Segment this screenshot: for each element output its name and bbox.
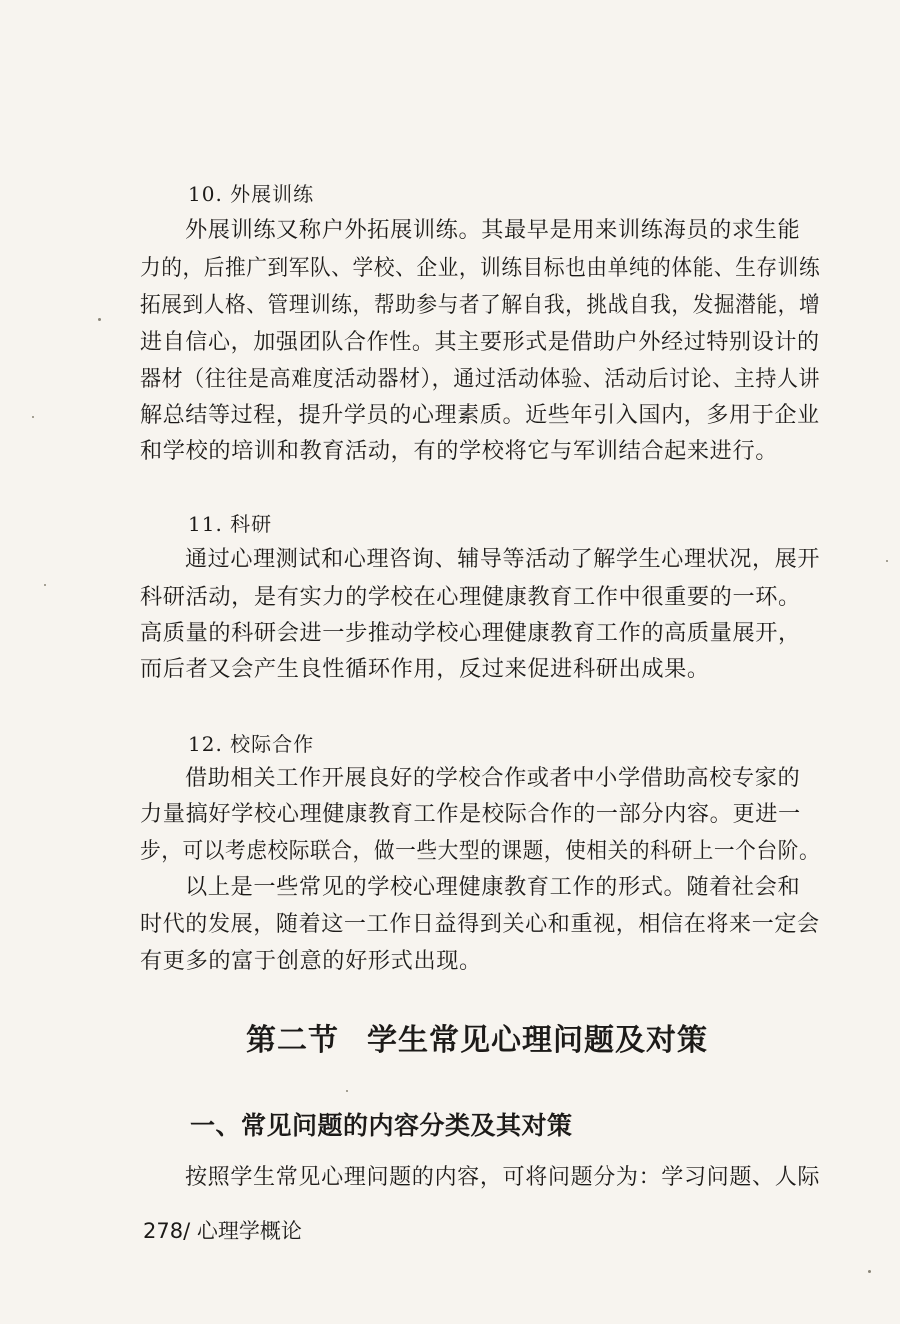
paragraph-line: 按照学生常见心理问题的内容，可将问题分为：学习问题、人际 [185, 1164, 821, 1190]
section-heading-12: 12. 校际合作 [188, 732, 315, 756]
paragraph-line: 科研活动，是有实力的学校在心理健康教育工作中很重要的一环。 [140, 584, 801, 610]
chapter-section-title [246, 1022, 708, 1060]
paragraph-line: 步，可以考虑校际联合，做一些大型的课题，使相关的科研上一个台阶。 [140, 838, 821, 864]
paragraph-line: 进自信心，加强团队合作性。其主要形式是借助户外经过特别设计的 [140, 329, 820, 355]
paragraph-line: 力量搞好学校心理健康教育工作是校际合作的一部分内容。更进一 [140, 801, 801, 827]
paragraph-line: 解总结等过程，提升学员的心理素质。近些年引入国内，多用于企业 [140, 402, 820, 428]
page-footer: 278/ 心理学概论 [143, 1219, 302, 1243]
paragraph-line: 拓展到人格、管理训练，帮助参与者了解自我，挑战自我，发掘潜能，增 [140, 292, 821, 318]
subsection-title: 一、常见问题的内容分类及其对策 [190, 1111, 573, 1140]
scan-speck [32, 416, 34, 418]
scan-speck [44, 584, 46, 586]
section-number: 第二节 [246, 1023, 339, 1058]
paragraph-line: 器材（往往是高难度活动器材），通过活动体验、活动后讨论、主持人讲 [140, 366, 821, 392]
scan-speck [868, 1270, 871, 1273]
paragraph-line: 有更多的富于创意的好形式出现。 [140, 948, 482, 974]
paragraph-line: 高质量的科研会进一步推动学校心理健康教育工作的高质量展开， [140, 620, 801, 646]
section-heading-10: 10. 外展训练 [188, 182, 315, 206]
section-title-text: 学生常见心理问题及对策 [367, 1023, 708, 1058]
paragraph-line: 以上是一些常见的学校心理健康教育工作的形式。随着社会和 [185, 874, 801, 900]
scan-speck [346, 1090, 348, 1092]
paragraph-line: 借助相关工作开展良好的学校合作或者中小学借助高校专家的 [185, 765, 801, 791]
paragraph-line: 而后者又会产生良性循环作用，反过来促进科研出成果。 [140, 656, 710, 682]
paragraph-line: 和学校的培训和教育活动，有的学校将它与军训结合起来进行。 [140, 438, 779, 464]
section-heading-11: 11. 科研 [188, 512, 273, 536]
paragraph-line: 外展训练又称户外拓展训练。其最早是用来训练海员的求生能 [185, 217, 801, 243]
scan-speck [886, 560, 888, 562]
paragraph-line: 时代的发展，随着这一工作日益得到关心和重视，相信在将来一定会 [140, 911, 820, 937]
paragraph-line: 通过心理测试和心理咨询、辅导等活动了解学生心理状况，展开 [185, 546, 821, 572]
scan-speck [98, 318, 101, 321]
paragraph-line: 力的，后推广到军队、学校、企业，训练目标也由单纯的体能、生存训练 [140, 255, 821, 281]
